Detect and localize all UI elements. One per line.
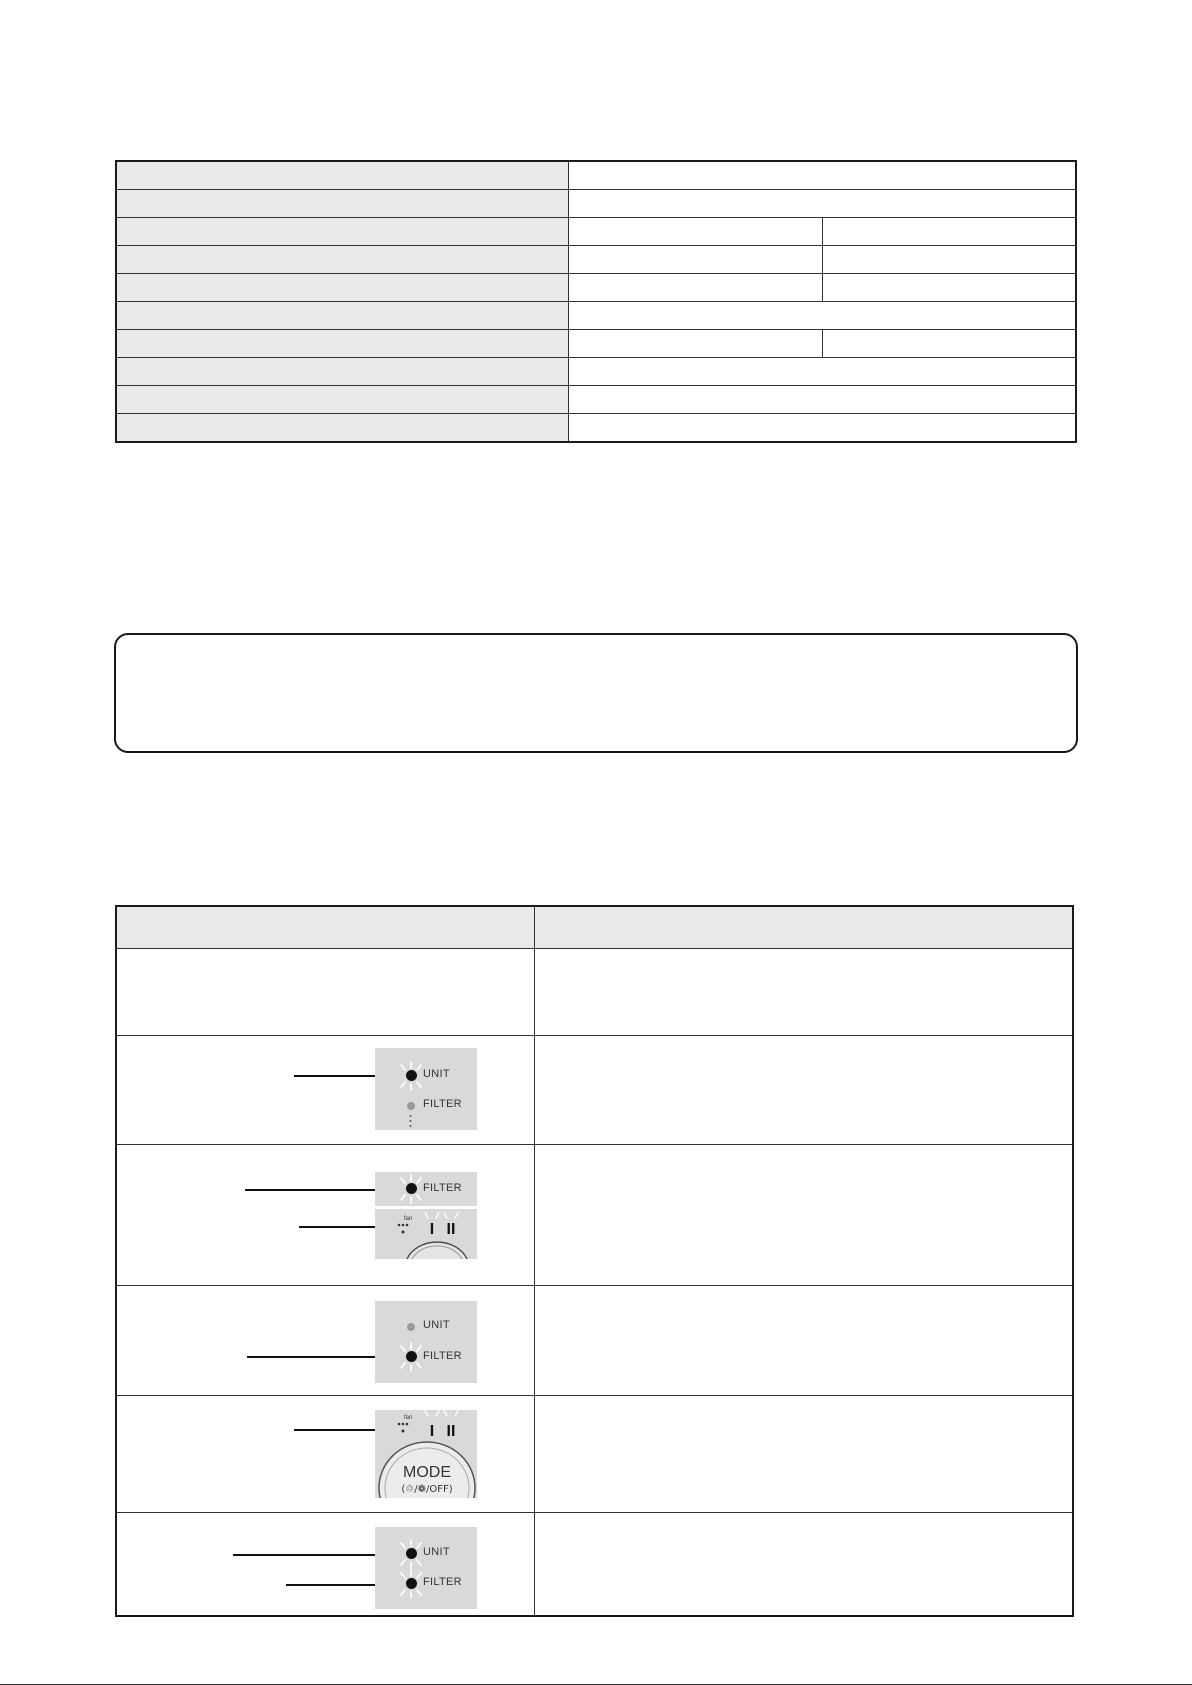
spec-value-subcell — [822, 218, 1076, 245]
spec-label-cell — [117, 330, 569, 357]
spec-row-10 — [117, 414, 1075, 441]
table-row — [117, 1513, 1072, 1615]
filter-led-on — [406, 1351, 417, 1362]
spec-value-cell — [569, 302, 1075, 329]
mode-dial-icon — [375, 1410, 477, 1498]
spec-label-cell — [117, 302, 569, 329]
unit-led-on — [406, 1548, 417, 1559]
spec-value-subcell — [822, 246, 1076, 273]
spec-row-1 — [117, 162, 1075, 190]
filter-led-off — [407, 1102, 415, 1110]
unit-led-on — [406, 1070, 417, 1081]
indicator-table — [115, 905, 1074, 1617]
table-row — [117, 1286, 1072, 1396]
spec-value-cell — [569, 218, 1075, 245]
filter-led-on — [406, 1183, 417, 1194]
dotted-marker-icon — [409, 1114, 412, 1128]
indicator-table-header — [117, 907, 1072, 949]
spec-value-cell — [569, 386, 1075, 413]
spec-value-cell — [569, 190, 1075, 217]
filter-label: FILTER — [423, 1182, 462, 1194]
spec-value-cell — [569, 330, 1075, 357]
table-row — [117, 1145, 1072, 1286]
spec-row-6 — [117, 302, 1075, 330]
spec-label-cell — [117, 218, 569, 245]
spec-value-subcell — [822, 274, 1076, 301]
spec-label-cell — [117, 190, 569, 217]
indicator-panel — [375, 1301, 477, 1383]
table-row — [117, 1036, 1072, 1145]
speed-1-label: I — [429, 1423, 435, 1440]
spec-value-subcell — [569, 218, 822, 245]
spec-label-cell — [117, 386, 569, 413]
spec-value-cell — [569, 358, 1075, 385]
speed-1-label: I — [429, 1221, 435, 1238]
spec-row-5 — [117, 274, 1075, 302]
filter-panel — [375, 1172, 477, 1206]
spec-value-subcell — [822, 330, 1076, 357]
spec-table — [115, 160, 1077, 443]
note-box — [114, 633, 1078, 753]
indicator-panel — [375, 1048, 477, 1130]
spec-row-4 — [117, 246, 1075, 274]
spec-value-subcell — [569, 246, 822, 273]
spec-row-7 — [117, 330, 1075, 358]
mode-panel — [375, 1410, 477, 1498]
spec-label-cell — [117, 358, 569, 385]
mode-sub-label: (♲/❁/OFF) — [401, 1484, 453, 1495]
spec-value-cell — [569, 246, 1075, 273]
fan-label: fan — [404, 1216, 413, 1222]
spec-label-cell — [117, 162, 569, 189]
spec-row-8 — [117, 358, 1075, 386]
spec-row-9 — [117, 386, 1075, 414]
fan-label: fan — [404, 1415, 413, 1421]
table-row — [117, 949, 1072, 1036]
fan-speed-panel — [375, 1209, 477, 1259]
spec-label-cell — [117, 246, 569, 273]
mode-label: MODE — [403, 1464, 451, 1481]
spec-value-cell — [569, 162, 1075, 189]
unit-label: UNIT — [423, 1319, 450, 1331]
speed-2-label: II — [446, 1423, 456, 1440]
indicator-panel — [375, 1527, 477, 1609]
spec-value-cell — [569, 274, 1075, 301]
spec-value-cell — [569, 414, 1075, 441]
filter-label: FILTER — [423, 1576, 462, 1588]
header-cell-description — [535, 907, 1072, 948]
filter-label: FILTER — [423, 1098, 462, 1110]
unit-label: UNIT — [423, 1546, 450, 1558]
unit-led-off — [407, 1323, 415, 1331]
spec-row-2 — [117, 190, 1075, 218]
table-row — [117, 1396, 1072, 1513]
spec-label-cell — [117, 414, 569, 441]
spec-value-subcell — [569, 330, 822, 357]
spec-label-cell — [117, 274, 569, 301]
filter-label: FILTER — [423, 1350, 462, 1362]
unit-label: UNIT — [423, 1068, 450, 1080]
fan-speed-icon — [395, 1212, 471, 1259]
spec-value-subcell — [569, 274, 822, 301]
filter-led-on — [406, 1578, 417, 1589]
header-cell-indicator — [117, 907, 535, 948]
speed-2-label: II — [446, 1221, 456, 1238]
spec-row-3 — [117, 218, 1075, 246]
